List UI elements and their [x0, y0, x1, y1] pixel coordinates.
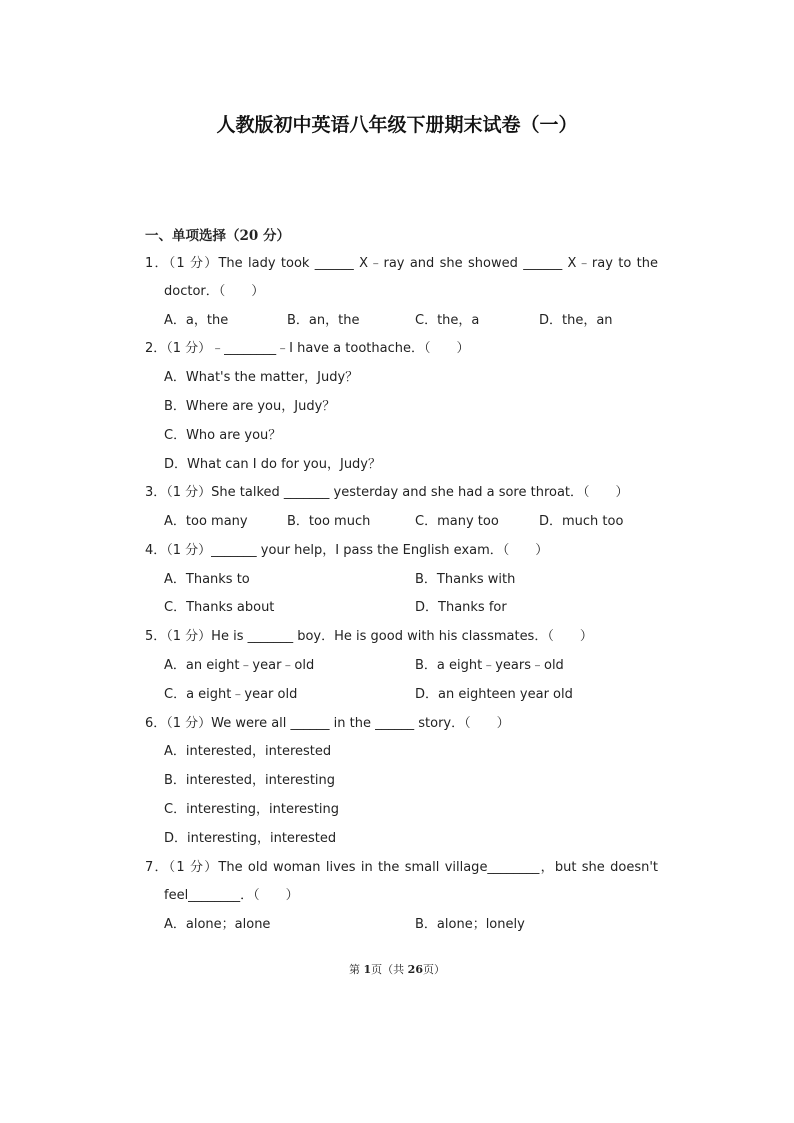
- question-3-stem: 3．（1 分）She talked _______ yesterday and she had a sore throat．（ ）: [145, 485, 629, 500]
- question-2-option-b: B．Where are you，Judy？: [164, 399, 336, 414]
- question-1-stem-line1: 1．（1 分）The lady took ______ X﹣ray and she showed ______ X﹣ray to the: [145, 256, 658, 271]
- question-4-option-a: A．Thanks to: [164, 572, 250, 587]
- question-3-option-b: B．too much: [287, 514, 371, 529]
- page-title: 人教版初中英语八年级下册期末试卷（一）: [216, 114, 578, 136]
- question-6-option-a: A．interested，interested: [164, 744, 332, 759]
- question-4-option-b: B．Thanks with: [415, 572, 516, 587]
- question-7-option-a: A．alone；alone: [164, 917, 271, 932]
- footer-page-number: 1: [363, 963, 372, 976]
- question-7-stem-line2: feel________．（ ）: [164, 888, 299, 903]
- question-6-stem: 6．（1 分）We were all ______ in the ______ story．（ ）: [145, 716, 510, 731]
- question-3-option-d: D．much too: [539, 514, 624, 529]
- footer-suffix: 页）: [422, 963, 445, 976]
- question-1-option-c: C．the，a: [415, 313, 480, 328]
- question-6-option-d: D．interesting，interested: [164, 831, 337, 846]
- question-1-stem-line2: doctor．（ ）: [164, 284, 265, 299]
- section-heading: 一、单项选择（20 分）: [145, 228, 290, 244]
- question-2-option-c: C．Who are you？: [164, 428, 282, 443]
- question-5-option-c: C．a eight﹣year old: [164, 687, 298, 702]
- question-2-stem: 2．（1 分）﹣________﹣I have a toothache．（ ）: [145, 341, 470, 356]
- question-5-stem: 5．（1 分）He is _______ boy．He is good with his classmates．（ ）: [145, 629, 593, 644]
- question-4-stem: 4．（1 分）_______ your help，I pass the English exam．（ ）: [145, 543, 549, 558]
- question-5-option-b: B．a eight﹣years﹣old: [415, 658, 564, 673]
- question-4-option-d: D．Thanks for: [415, 600, 507, 615]
- footer-middle: 页（共: [371, 963, 408, 976]
- question-7-option-b: B．alone；lonely: [415, 917, 525, 932]
- question-7-stem-line1: 7．（1 分）The old woman lives in the small village________，but she doesn't: [145, 860, 658, 875]
- question-4-option-c: C．Thanks about: [164, 600, 275, 615]
- footer-total-pages: 26: [407, 963, 423, 976]
- question-3-option-c: C．many too: [415, 514, 499, 529]
- question-1-option-b: B．an，the: [287, 313, 360, 328]
- question-3-option-a: A．too many: [164, 514, 248, 529]
- question-2-option-d: D．What can I do for you，Judy？: [164, 457, 382, 472]
- question-5-option-a: A．an eight﹣year﹣old: [164, 658, 315, 673]
- question-6-option-c: C．interesting，interesting: [164, 802, 340, 817]
- footer-prefix: 第: [349, 963, 364, 976]
- question-6-option-b: B．interested，interesting: [164, 773, 336, 788]
- question-2-option-a: A．What's the matter，Judy？: [164, 370, 359, 385]
- question-5-option-d: D．an eighteen year old: [415, 687, 573, 702]
- question-1-option-d: D．the，an: [539, 313, 613, 328]
- page-footer: [0, 961, 794, 977]
- question-1-option-a: A．a，the: [164, 313, 229, 328]
